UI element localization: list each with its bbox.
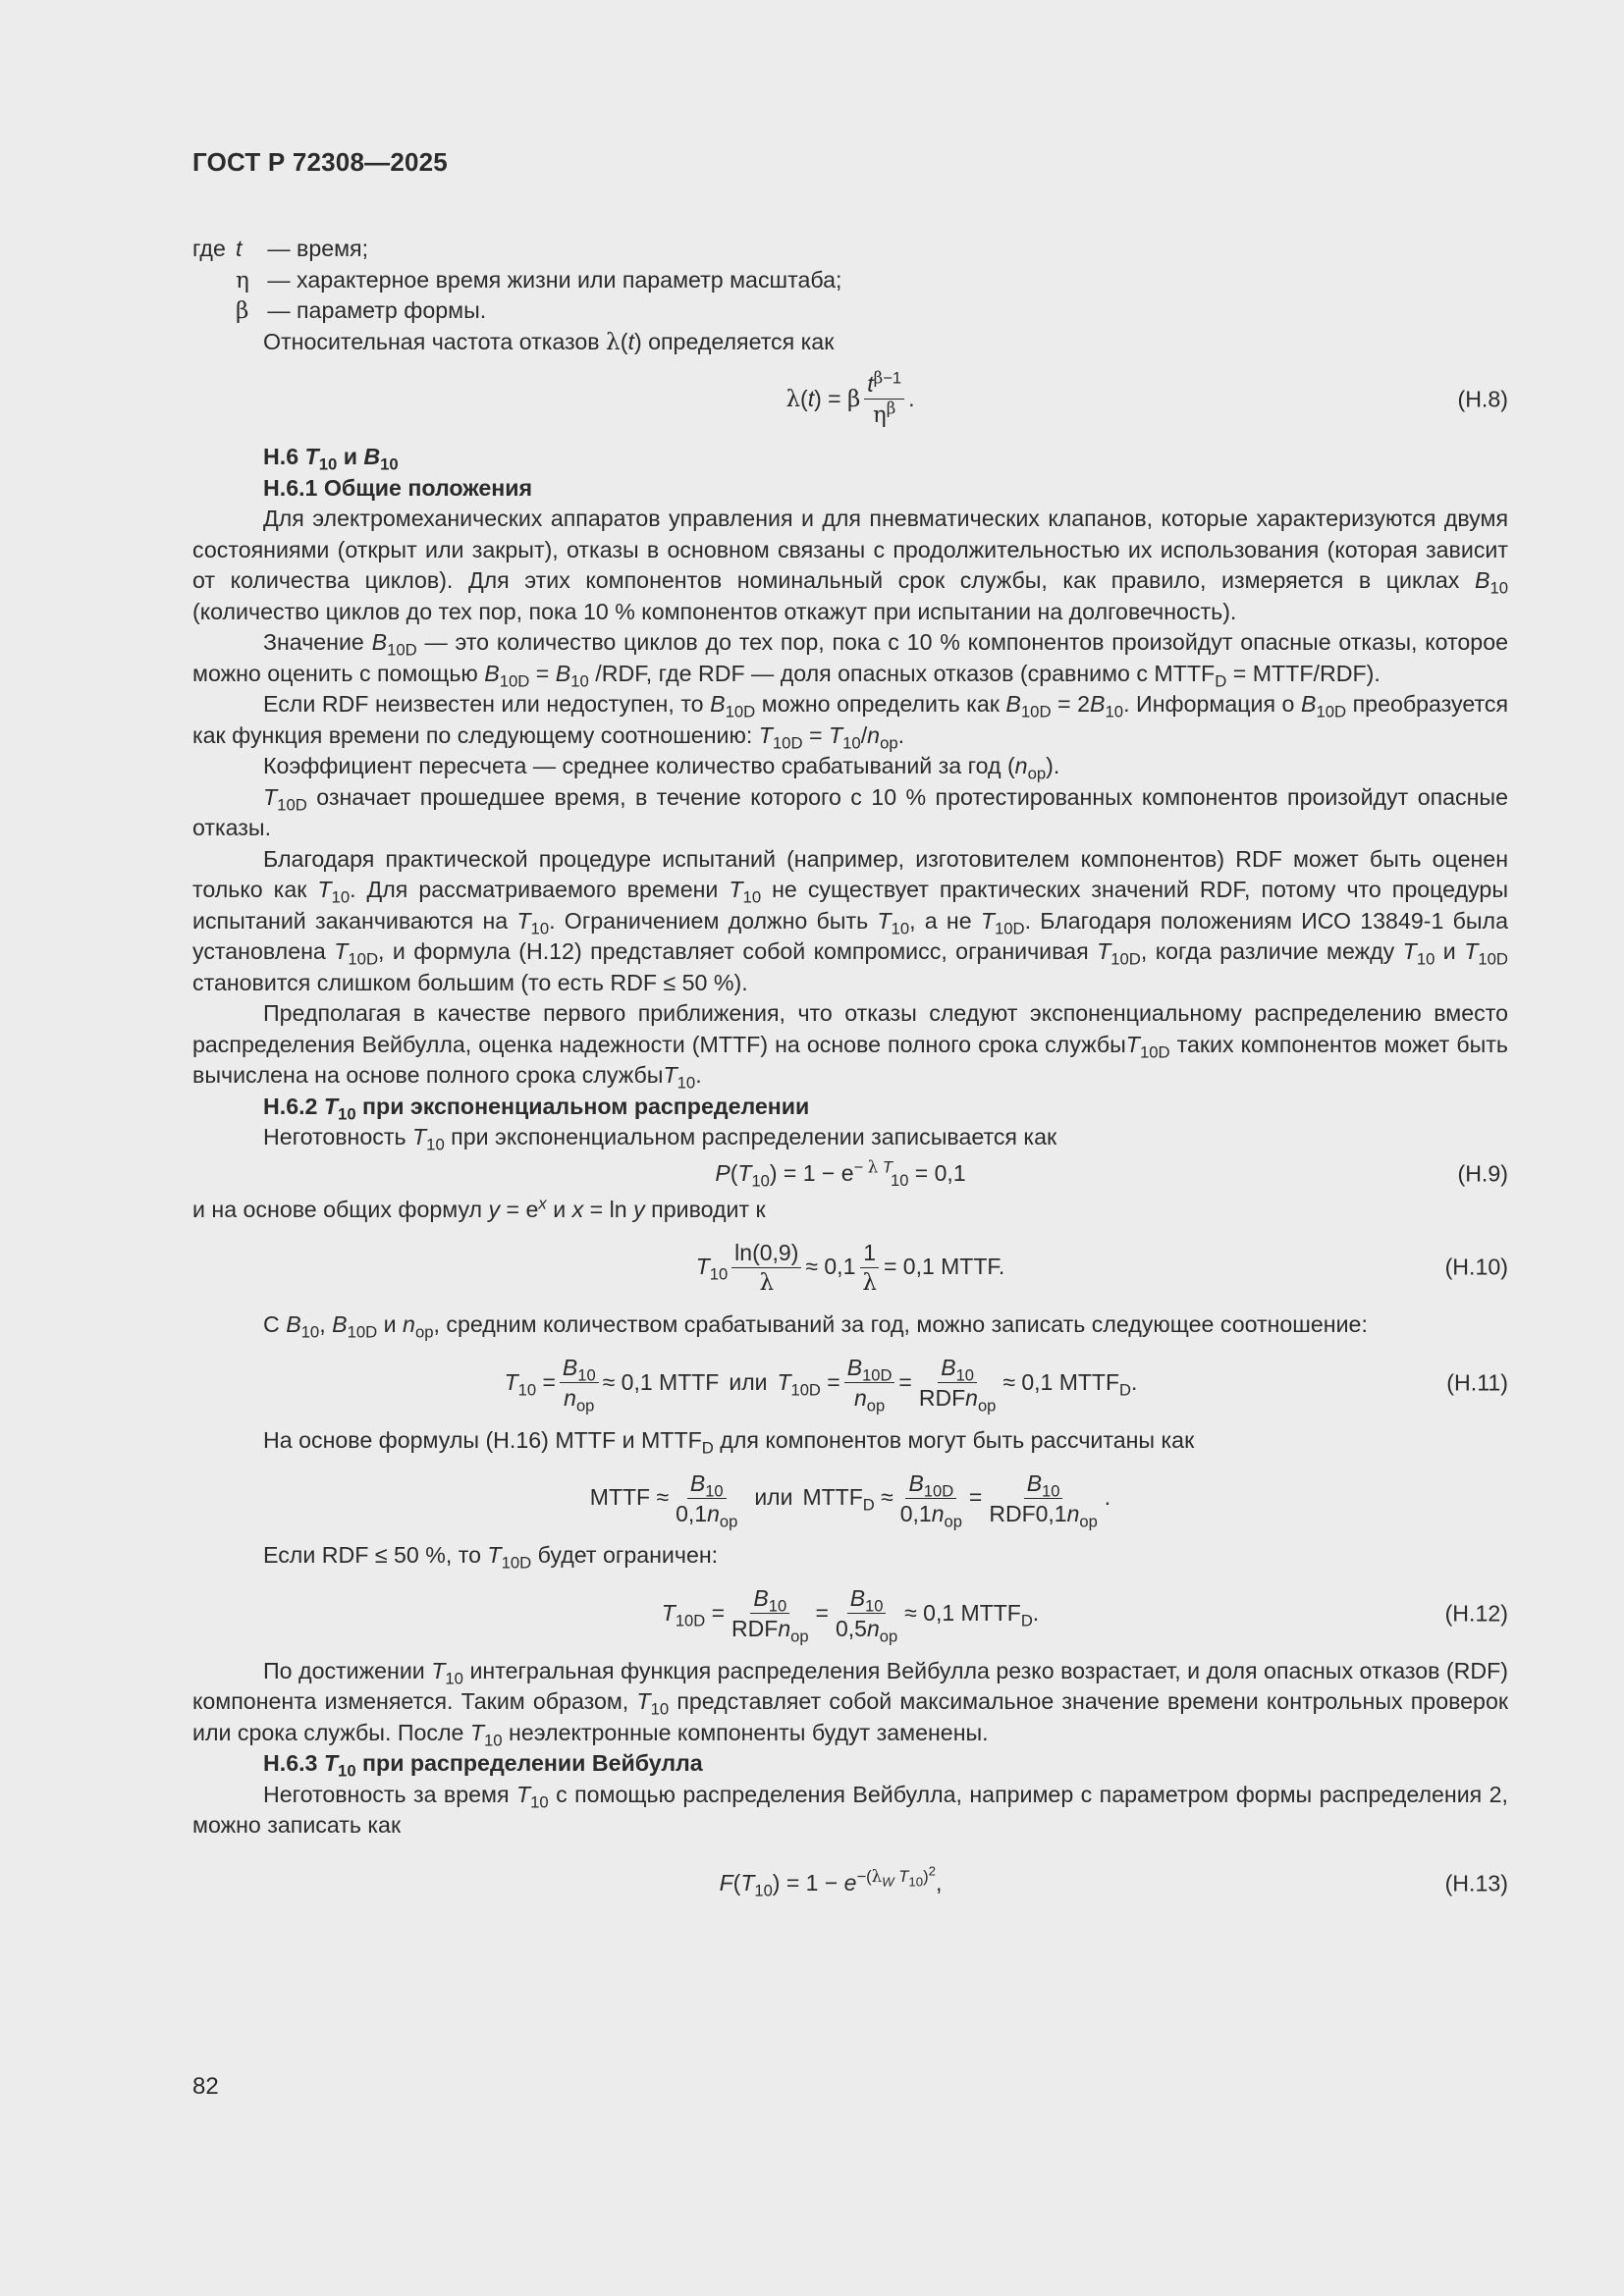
formula-h12: $T_{10D}$ = $\frac{B_{10}}{RDFn_{op}}$ = $\frac{B_{10}}{0,5n_{op}}$ ≈ 0,1 $MTTF_D$. bbox=[661, 1585, 1040, 1646]
where-desc-eta: характерное время жизни или параметр масштаба; bbox=[297, 266, 842, 293]
paragraph-11: На основе формулы (H.16) MTTF и $MTTF_D$ для компонентов могут быть рассчитаны как bbox=[263, 1426, 1195, 1458]
equation-number-h10: (H.10) bbox=[1444, 1254, 1508, 1280]
paragraph-9: и на основе общих формул $y = e^x$ и x = ln y приводит к bbox=[192, 1193, 766, 1222]
paragraph-8: Неготовность $T_{10}$ при экспоненциальном распределении записывается как bbox=[263, 1124, 1057, 1154]
paragraph-5: $T_{10D}$ означает прошедшее время, в течение которого с 10 % протестированных компонентов произойдут опасные отказы. bbox=[192, 783, 1508, 840]
where-row-t: где t — время; bbox=[192, 234, 1508, 265]
document-body bbox=[192, 234, 1508, 1926]
section-heading-h6-1: H.6.1 Общие положения bbox=[263, 474, 533, 501]
formula-mttf: MTTF ≈ $\frac{B_{10}}{0,1n_{op}}$ или $MTTF_D$ ≈ $\frac{B_{10D}}{0,1n_{op}}$ = $\frac{B_{10}}{RDF0,1n_{op}}$ . bbox=[589, 1469, 1111, 1531]
formula-h13: $F(T_{10}) = 1 - e^{-(\lambda_W T_{10})^2}$, bbox=[719, 1863, 943, 1900]
equation-number-h12: (H.12) bbox=[1444, 1599, 1508, 1626]
paragraph-7: Предполагая в качестве первого приближения, что отказы следуют экспоненциальному распределению вместо распределения Вейбулла, оценка надежности (MTTF) на основе полного срока службыT$_{10D}$ таких компонентов может быть вычислена на основе полного срока службыT$_{10}$. bbox=[192, 1000, 1508, 1093]
formula-h11: $T_{10}$ = $\frac{B_{10}}{n_{op}}$ ≈ 0,1 MTTF или $T_{10D}$ = $\frac{B_{10D}}{n_{op}}$ = $\frac{B_{10}}{RDFn_{op}}$ ≈ 0,1 $MTTF_D$. bbox=[504, 1355, 1138, 1415]
formula-h8: λ(t) = β $\frac{t^{\beta-1}}{\eta^\beta}$ . bbox=[785, 368, 915, 428]
paragraph-10: С $B_{10}$, $B_{10D}$ и $n_{op}$, средним количеством срабатываний за год, можно записать следующее соотношение: bbox=[263, 1311, 1368, 1342]
page-number: 82 bbox=[192, 2073, 219, 2100]
where-sym-beta: β bbox=[236, 297, 249, 324]
where-sym-eta: η bbox=[236, 266, 249, 294]
where-desc-t: время; bbox=[297, 236, 369, 261]
document-header: ГОСТ Р 72308—2025 bbox=[192, 147, 448, 177]
equation-h9 bbox=[192, 1153, 1508, 1195]
where-row-eta: η — характерное время жизни или параметр масштаба; bbox=[192, 265, 1508, 296]
section-heading-h6-3: H.6.3 $T_{10}$ при распределении Вейбулла bbox=[263, 1750, 703, 1781]
equation-number-h11: (H.11) bbox=[1446, 1368, 1508, 1395]
word-or-1: или bbox=[729, 1368, 768, 1395]
paragraph-4: Коэффициент пересчета — среднее количество срабатываний за год $(n_{op})$. bbox=[263, 753, 1060, 783]
equation-h13 bbox=[192, 1842, 1508, 1926]
paragraph-1: Для электромеханических аппаратов управления и для пневматических клапанов, которые характеризуются двумя состояниями (открыт или закрыт), отказы в основном связаны с продолжительностью их использования (которая зависит от количества циклов). Для этих компонентов номинальный срок службы, как правило, измеряется в циклах $B_{10}$ (количество циклов до тех пор, пока 10 % компонентов откажут при испытании на долговечность). bbox=[192, 506, 1508, 624]
equation-h11 bbox=[192, 1341, 1508, 1425]
formula-h10: $T_{10}$ $\frac{\ln(0,9)}{\lambda}$ ≈ 0,1 $\frac{1}{\lambda}$ = 0,1 MTTF. bbox=[695, 1239, 1005, 1296]
where-prefix: где bbox=[192, 236, 226, 261]
where-row-beta: β — параметр формы. bbox=[192, 295, 1508, 327]
equation-h10 bbox=[192, 1225, 1508, 1309]
equation-number-h8: (H.8) bbox=[1457, 386, 1508, 412]
paragraph-3: Если RDF неизвестен или недоступен, то $B_{10D}$ можно определить как $B_{10D} = 2B_{10}$. Информация о $B_{10D}$ преобразуется как функция времени по следующему соотношению: $T_{10D} = T_{10}/n_{op}$. bbox=[192, 691, 1509, 753]
paragraph-2: Значение $B_{10D}$ — это количество циклов до тех пор, пока с 10 % компонентов произойдут опасные отказы, которое можно оценить с помощью $B_{10D} = B_{10}$ /RDF, где RDF — доля опасных отказов (сравнимо с $MTTF_D$ = MTTF/RDF). bbox=[192, 629, 1508, 691]
equation-number-h9: (H.9) bbox=[1457, 1159, 1508, 1186]
equation-h8 bbox=[192, 357, 1508, 442]
section-heading-h6: H.6 $T_{10}$ и $B_{10}$ bbox=[263, 444, 399, 474]
paragraph-lambda: Относительная частота отказов λ(t) определяется как bbox=[263, 328, 835, 355]
equation-h12 bbox=[192, 1572, 1508, 1656]
formula-h9: $P(T_{10}) = 1 - e^{- \lambda T}_{10} = 0,1$ bbox=[715, 1157, 966, 1191]
paragraph-12: Если RDF ≤ 50 %, то $T_{10D}$ будет ограничен: bbox=[263, 1542, 719, 1573]
paragraph-6: Благодаря практической процедуре испытаний (например, изготовителем компонентов) RDF может быть оценен только как $T_{10}$. Для рассматриваемого времени $T_{10}$ не существует практических значений RDF, потому что процедуры испытаний заканчиваются на $T_{10}$. Ограничением должно быть $T_{10}$, а не $T_{10D}$. Благодаря положениям ИСО 13849-1 была установлена $T_{10D}$, и формула (H.12) представляет собой компромисс, ограничивая $T_{10D}$, когда различие между $T_{10}$ и $T_{10D}$ становится слишком большим (то есть RDF ≤ 50 %). bbox=[192, 845, 1508, 995]
word-or-2: или bbox=[754, 1484, 793, 1511]
section-heading-h6-2: H.6.2 $T_{10}$ при экспоненциальном распределении bbox=[263, 1093, 810, 1124]
paragraph-14: Неготовность за время $T_{10}$ с помощью распределения Вейбулла, например с параметром формы распределения 2, можно записать как bbox=[192, 1781, 1508, 1838]
paragraph-13: По достижении $T_{10}$ интегральная функция распределения Вейбулла резко возрастает, и доля опасных отказов (RDF) компонента изменяется. Таким образом, $T_{10}$ представляет собой максимальное значение времени контрольных проверок или срока службы. После $T_{10}$ неэлектронные компоненты будут заменены. bbox=[192, 1657, 1508, 1750]
where-sym-t: t bbox=[236, 236, 243, 261]
equation-number-h13: (H.13) bbox=[1444, 1869, 1508, 1896]
where-desc-beta: параметр формы. bbox=[297, 297, 487, 323]
equation-mttf bbox=[192, 1456, 1508, 1540]
